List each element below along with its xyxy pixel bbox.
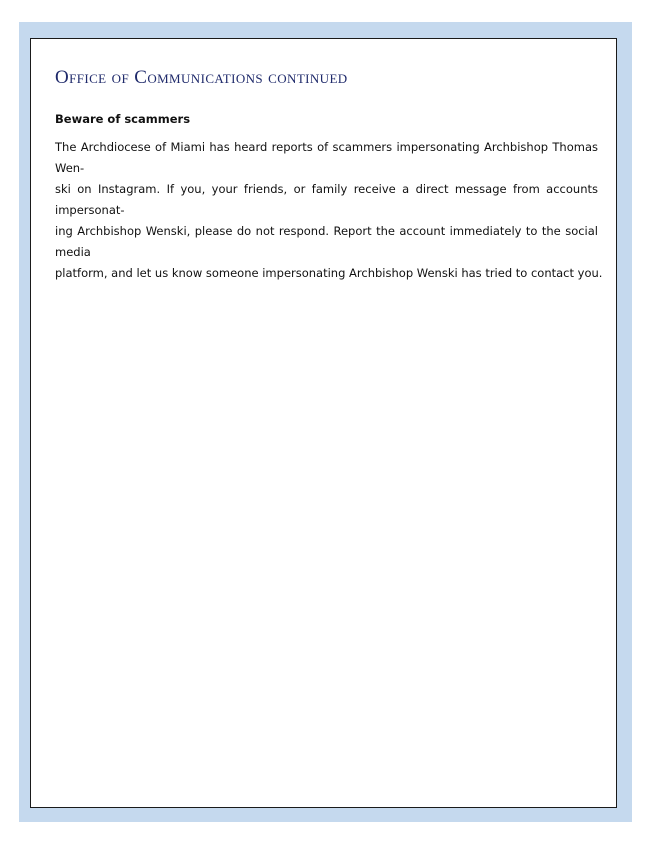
article-body <box>55 137 603 284</box>
article-heading: Beware of scammers <box>55 112 191 126</box>
page-content <box>30 38 617 808</box>
section-title: Office of Communications continued <box>55 67 348 88</box>
article-line: The Archdiocese of Miami has heard reports of scammers impersonating Archbishop Thomas Wen- <box>55 140 598 175</box>
article-line: ing Archbishop Wenski, please do not respond. Report the account immediately to the social media <box>55 224 598 259</box>
article-line: platform, and let us know someone impersonating Archbishop Wenski has tried to contact you. <box>55 266 603 280</box>
article-line: ski on Instagram. If you, your friends, or family receive a direct message from accounts impersonat- <box>55 182 598 217</box>
